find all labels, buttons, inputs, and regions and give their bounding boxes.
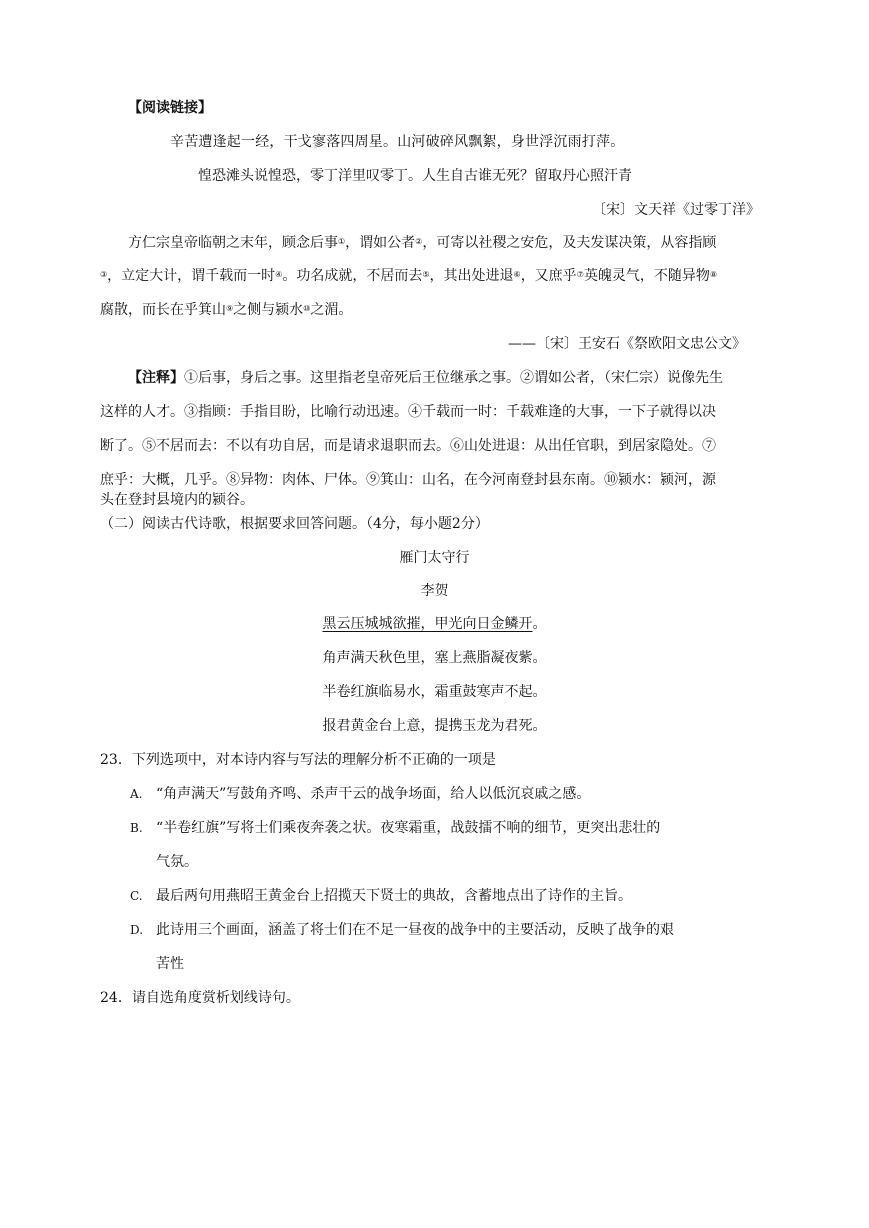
q24-stem: 24．请自选角度赏析划线诗句。: [100, 990, 300, 1006]
poem-line-2: 惶恐滩头说惶恐，零丁洋里叹零丁。人生自古谁无死？留取丹心照汗青: [198, 168, 632, 184]
poem-source: 〔宋〕文天祥《过零丁洋》: [592, 202, 760, 218]
notes-line-3: 断了。⑤不居而去：不以有功自居，而是请求退职而去。⑥山处进退：从出任官职，到居家隐处。⑦: [100, 438, 716, 454]
poem-verse-2: 角声满天秋色里，塞上燕脂凝夜紫。: [322, 650, 547, 666]
notes-header: 【注释】: [128, 370, 184, 386]
notes-line-5: 头在登封县境内的颍谷。: [100, 492, 254, 508]
poem-author: 李贺: [420, 583, 449, 599]
q23-option-b: B. “半卷红旗”写将士们乘夜奔袭之状。夜寒霜重，战鼓擂不响的细节，更突出悲壮的: [130, 820, 661, 836]
notes-line-4: 庶乎：大概，几乎。⑧异物：肉体、尸体。⑨箕山：山名，在今河南登封县东南。⑩颍水：颍河，源: [100, 472, 716, 488]
poem-line-1: 辛苦遭逢起一经，干戈寥落四周星。山河破碎风飘絮，身世浮沉雨打萍。: [170, 134, 625, 150]
q23-option-d-cont: 苦性: [156, 956, 184, 972]
poem-verse-3: 半卷红旗临易水，霜重鼓寒声不起。: [322, 684, 547, 700]
essay-line-3: 腐散，而长在乎箕山⑨之侧与颍水⑩之湄。: [100, 302, 353, 318]
q23-option-a: A. “角声满天”写鼓角齐鸣、杀声干云的战争场面，给人以低沉哀戚之感。: [130, 786, 591, 802]
q23-stem: 23．下列选项中，对本诗内容与写法的理解分析不正确的一项是: [100, 752, 496, 768]
q23-option-c: C. 最后两句用燕昭王黄金台上招揽天下贤士的典故，含蓄地点出了诗作的主旨。: [130, 888, 632, 904]
q23-option-d: D. 此诗用三个画面，涵盖了将士们在不足一昼夜的战争中的主要活动，反映了战争的艰: [130, 922, 674, 938]
q23-option-b-cont: 气氛。: [156, 854, 198, 870]
poem-verse-4: 报君黄金台上意，提携玉龙为君死。: [322, 718, 547, 734]
reading-link-header: 【阅读链接】: [128, 100, 212, 116]
notes-line-1: 【注释】①后事，身后之事。这里指老皇帝死后王位继承之事。②谓如公者，（宋仁宗）说像先生: [128, 370, 723, 386]
essay-line-1: 方仁宗皇帝临朝之末年，顾念后事①，谓如公者②，可寄以社稷之安危，及夫发谋决策，从容指顾: [128, 235, 717, 251]
essay-line-2: ③，立定大计，谓千载而一时④。功名成就，不居而去⑤，其出处进退⑥，又庶乎⑦英魄灵气，不随异物⑧: [100, 268, 718, 284]
poem-line-underlined: 黑云压城城欲摧，甲光向日金鳞开。: [322, 616, 547, 632]
essay-source: ——〔宋〕王安石《祭欧阳文忠公文》: [508, 336, 746, 352]
notes-line-2: 这样的人才。③指顾：手指目盼，比喻行动迅速。④千载而一时：千载难逢的大事，一下子就得以决: [100, 404, 716, 420]
section2-header: （二）阅读古代诗歌，根据要求回答问题。（4分，每小题2分）: [100, 516, 489, 532]
poem-title: 雁门太守行: [399, 550, 470, 566]
underlined-verse: 黑云压城城欲摧，甲光向日金鳞开: [322, 616, 533, 632]
